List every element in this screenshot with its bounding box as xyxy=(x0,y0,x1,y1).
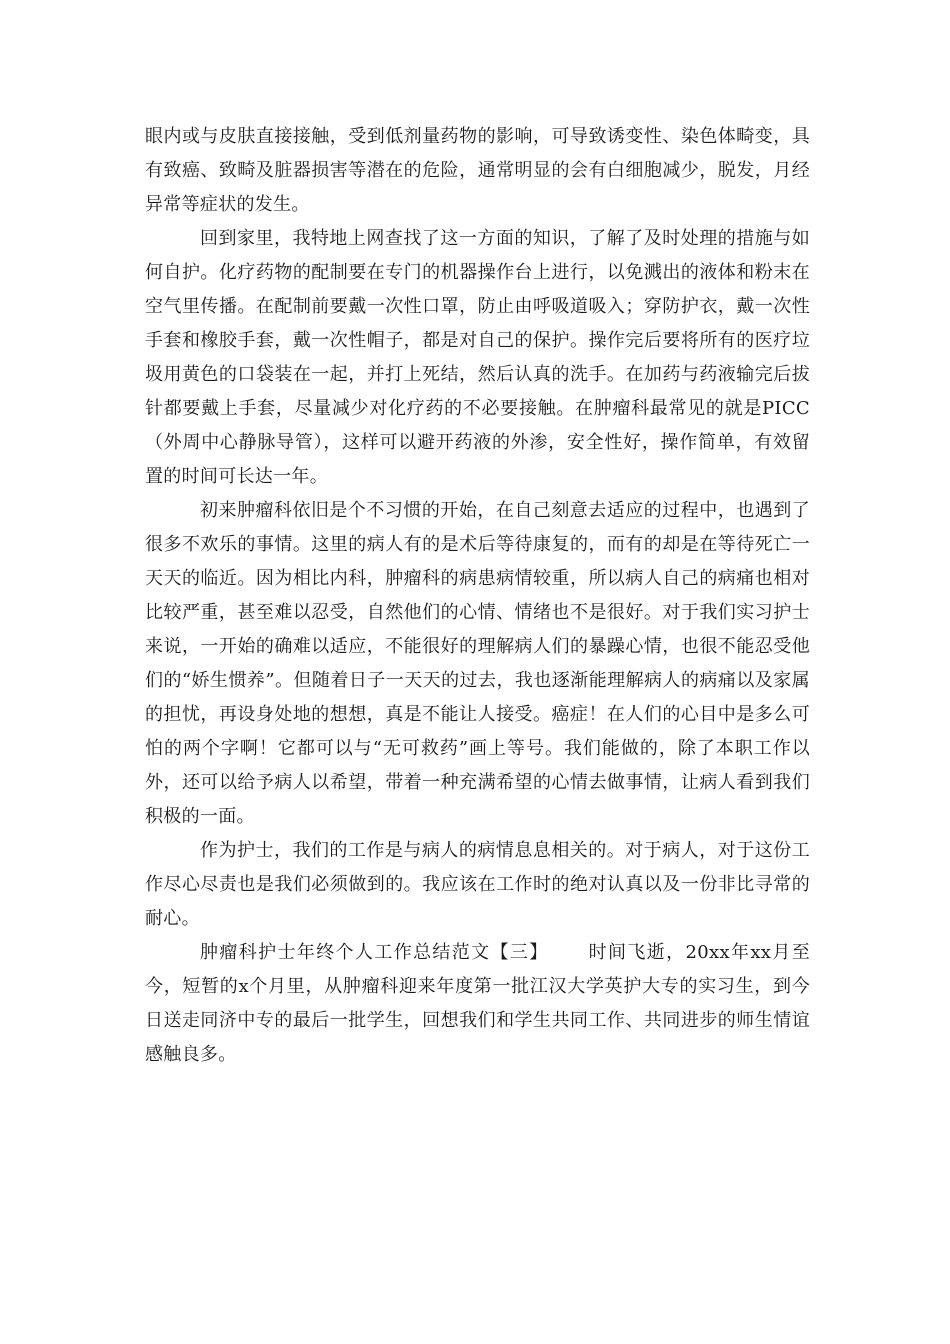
section-title: 肿瘤科护士年终个人工作总结范文【三】 xyxy=(200,942,549,963)
paragraph-nurse-duty: 作为护士，我们的工作是与病人的病情息息相关的。对于病人，对于这份工作尽心尽责也是我们必须做到的。我应该在工作时的绝对认真以及一份非比寻常的耐心。 xyxy=(145,840,810,929)
document-body xyxy=(145,120,810,1072)
paragraph-self-protection: 回到家里，我特地上网查找了这一方面的知识，了解了及时处理的措施与如何自护。化疗药物的配制要在专门的机器操作台上进行，以免溅出的液体和粉末在空气里传播。在配制前要戴一次性口罩，防止由呼吸道吸入；穿防护衣，戴一次性手套和橡胶手套，戴一次性帽子，都是对自己的保护。操作完后要将所有的医疗垃圾用黄色的口袋装在一起，并打上死结，然后认真的洗手。在加药与药液输完后拔针都要戴上手套，尽量减少对化疗药的不必要接触。在肿瘤科最常见的就是PICC（外周中心静脉导管），这样可以避开药液的外渗，安全性好，操作简单，有效留置的时间可长达一年。 xyxy=(145,228,810,487)
paragraph-continuation: 眼内或与皮肤直接接触，受到低剂量药物的影响，可导致诱变性、染色体畸变，具有致癌、致畸及脏器损害等潜在的危险，通常明显的会有白细胞减少，脱发，月经异常等症状的发生。 xyxy=(145,126,810,215)
section-three xyxy=(145,936,810,1072)
paragraph-adaptation: 初来肿瘤科依旧是个不习惯的开始，在自己刻意去适应的过程中，也遇到了很多不欢乐的事情。这里的病人有的是术后等待康复的，而有的却是在等待死亡一天天的临近。因为相比内科，肿瘤科的病患病情较重，所以病人自己的病痛也相对比较严重，甚至难以忍受，自然他们的心情、情绪也不是很好。对于我们实习护士来说，一开始的确难以适应，不能很好的理解病人们的暴躁心情，也很不能忍受他们的“娇生惯养”。但随着日子一天天的过去，我也逐渐能理解病人的病痛以及家属的担忧，再设身处地的想想，真是不能让人接受。癌症！在人们的心目中是多么可怕的两个字啊！它都可以与“无可救药”画上等号。我们能做的，除了本职工作以外，还可以给予病人以希望，带着一种充满希望的心情去做事情，让病人看到我们积极的一面。 xyxy=(145,500,810,827)
section-text: 时间飞逝，20xx年xx月至今，短暂的x个月里，从肿瘤科迎来年度第一批江汉大学英护大专的实习生，到今日送走同济中专的最后一批学生，回想我们和学生共同工作、共同进步的师生情谊感触良多。 xyxy=(145,942,810,1065)
